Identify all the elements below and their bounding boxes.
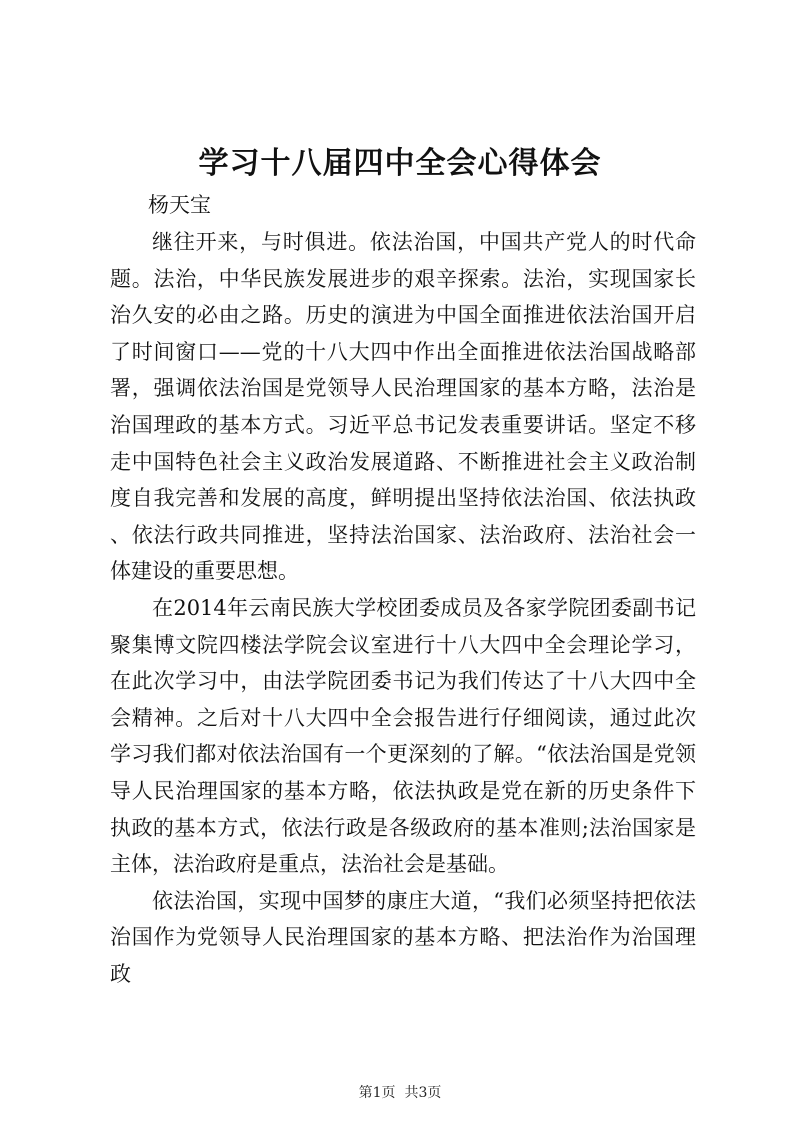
paragraph-1: 继往开来，与时俱进。依法治国，中国共产党人的时代命题。法治，中华民族发展进步的艰辛探索。法治，实现国家长治久安的必由之路。历史的演进为中国全面推进依法治国开启了时间窗口——党的十八大四中作出全面推进依法治国战略部署，强调依法治国是党领导人民治理国家的基本方略，法治是治国理政的基本方式。习近平总书记发表重要讲话。坚定不移走中国特色社会主义政治发展道路、不断推进社会主义政治制度自我完善和发展的高度，鲜明提出坚持依法治国、依法执政、依法行政共同推进，坚持法治国家、法治政府、法治社会一体建设的重要思想。 (110, 230, 696, 584)
page-number: 第1页 (358, 1085, 396, 1101)
page-footer (0, 1083, 800, 1103)
paragraph-3: 依法治国，实现中国梦的康庄大道，“我们必须坚持把依法治国作为党领导人民治理国家的基本方略、把法治作为治国理政 (110, 888, 696, 986)
paragraph-2: 在2014年云南民族大学校团委成员及各家学院团委副书记聚集博文院四楼法学院会议室进行十八大四中全会理论学习，在此次学习中，由法学院团委书记为我们传达了十八大四中全会精神。之后对十八大四中全会报告进行仔细阅读，通过此次学习我们都对依法治国有一个更深刻的了解。“依法治国是党领导人民治理国家的基本方略，依法执政是党在新的历史条件下执政的基本方式，依法行政是各级政府的基本准则;法治国家是主体，法治政府是重点，法治社会是基础。 (110, 595, 696, 877)
page-title: 学习十八届四中全会心得体会 (198, 146, 602, 181)
total-pages: 共3页 (404, 1085, 442, 1101)
document-body (110, 224, 696, 992)
author-name: 杨天宝 (148, 193, 211, 217)
